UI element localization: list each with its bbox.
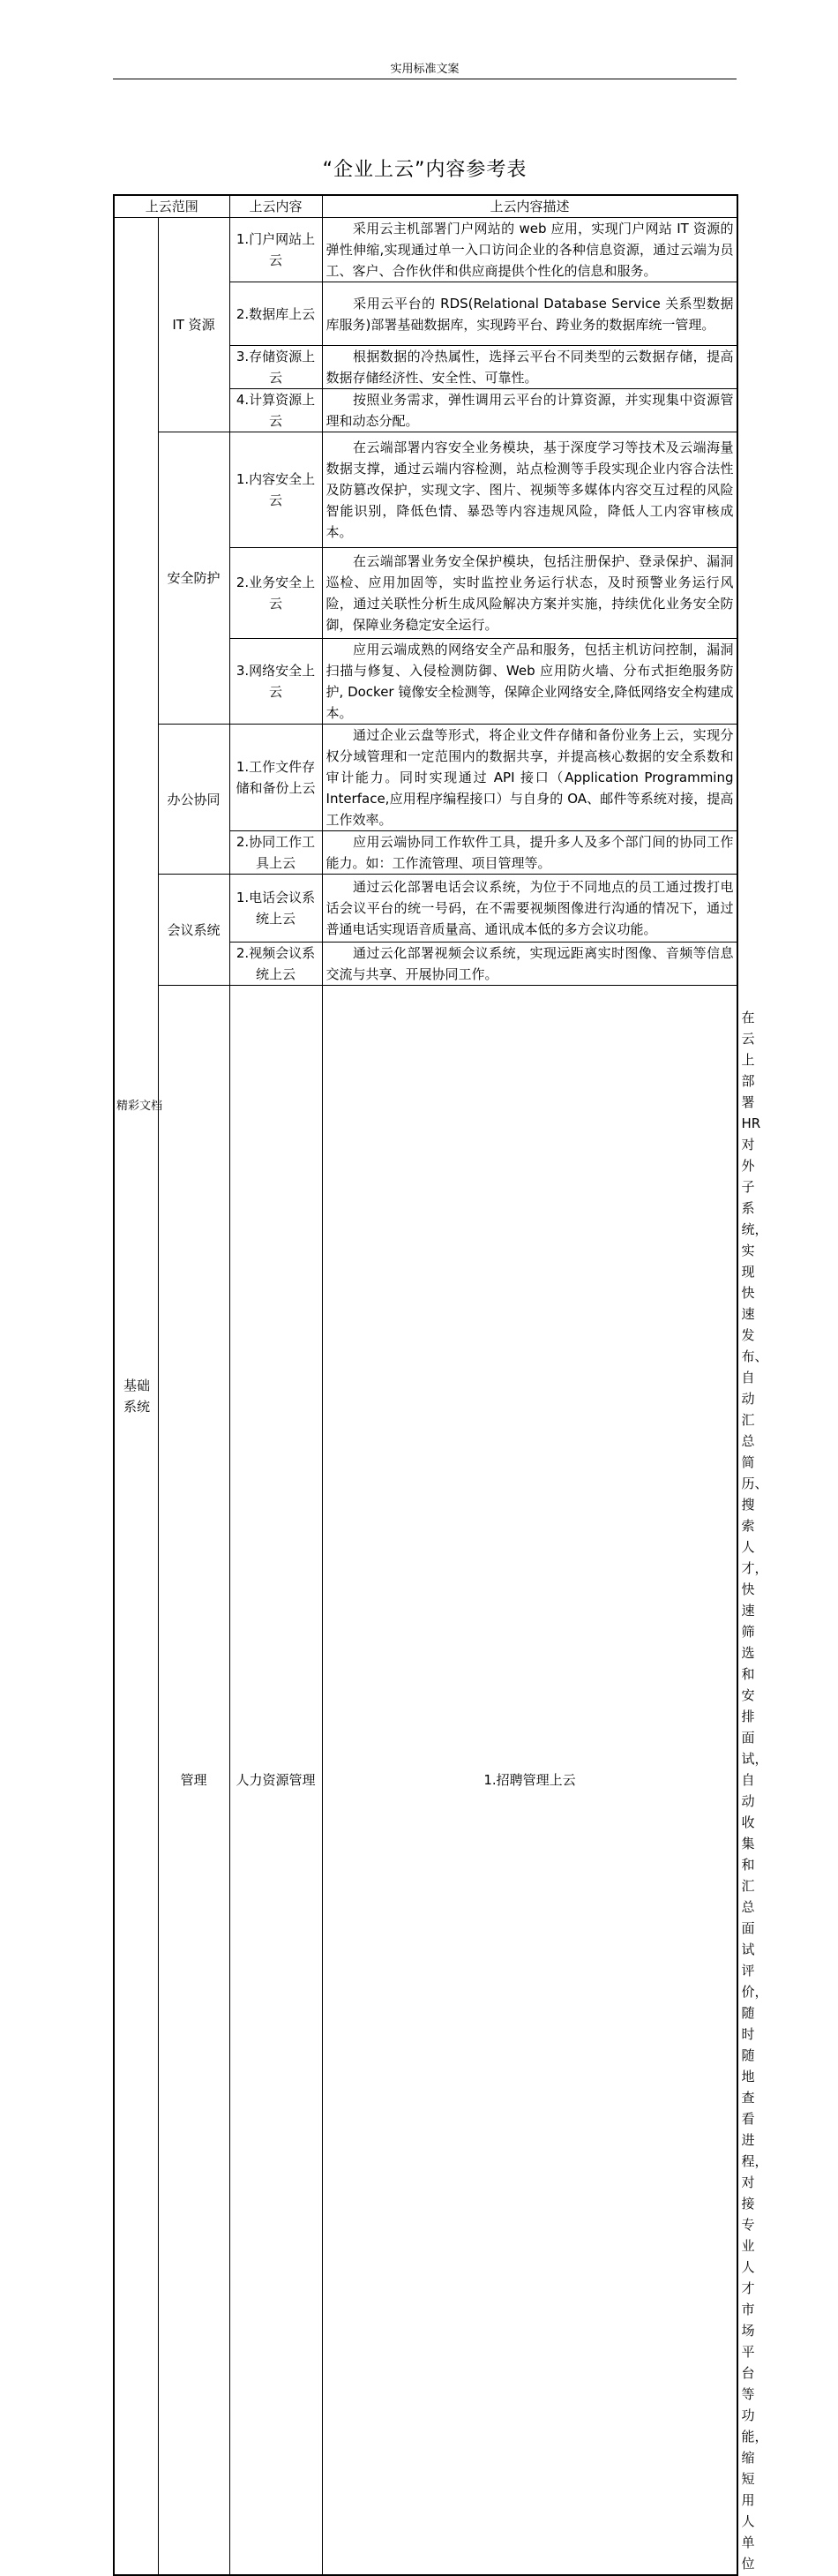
item-cell: 2.业务安全上云 bbox=[229, 548, 322, 639]
description-cell bbox=[322, 639, 737, 725]
description-cell bbox=[322, 282, 737, 346]
page-footer: 精彩文档 bbox=[116, 1100, 163, 1113]
cloud-reference-table bbox=[113, 194, 768, 2576]
description-cell bbox=[322, 875, 737, 943]
description-text: 通过企业云盘等形式，将企业文件存储和备份业务上云，实现分权分域管理和一定范围内的数据共享，并提高核心数据的安全系数和审计能力。同时实现通过 API 接口（Application Programming Interface,应用程序编程接口）与自身的 OA、邮件等系统对接，提高工作效率。 bbox=[325, 727, 734, 828]
description-text: 应用云端协同工作软件工具，提升多人及多个部门间的协同工作能力。如：工作流管理、项目管理等。 bbox=[325, 834, 734, 871]
item-cell: 2.数据库上云 bbox=[229, 282, 322, 346]
table-header-row bbox=[114, 195, 737, 218]
description-cell bbox=[322, 725, 737, 831]
description-text: 在云上部署 HR 对外子系统，实现快速发布、自动汇总简历、搜索人才，快速筛选和安排面试，自动收集和汇总面试评价，随时随地查看进程，对接专业人才市场平台等功能，缩短用人单位 bbox=[741, 1010, 768, 2572]
description-cell bbox=[322, 432, 737, 548]
category-cell: 安全防护 bbox=[158, 432, 229, 725]
page-header: 实用标准文案 bbox=[113, 62, 737, 79]
table-row bbox=[114, 218, 737, 282]
category-cell: IT 资源 bbox=[158, 218, 229, 432]
description-text: 在云端部署业务安全保护模块，包括注册保护、登录保护、漏洞巡检、应用加固等，实时监控业务运行状态，及时预警业务运行风险，通过关联性分析生成风险解决方案并实施，持续优化业务安全防御，保障业务稳定安全运行。 bbox=[325, 553, 734, 633]
item-cell: 2.视频会议系统上云 bbox=[229, 943, 322, 986]
scope-cell bbox=[114, 218, 158, 2576]
description-text: 通过云化部署视频会议系统，实现远距离实时图像、音频等信息交流与共享、开展协同工作。 bbox=[325, 945, 734, 982]
item-cell: 1.招聘管理上云 bbox=[322, 986, 737, 2576]
category-cell: 会议系统 bbox=[158, 875, 229, 986]
description-text: 根据数据的冷热属性，选择云平台不同类型的云数据存储，提高数据存储经济性、安全性、可靠性。 bbox=[325, 349, 734, 386]
item-cell: 1.工作文件存储和备份上云 bbox=[229, 725, 322, 831]
table-row bbox=[114, 725, 737, 831]
description-text: 采用云平台的 RDS(Relational Database Service 关系型数据库服务)部署基础数据库，实现跨平台、跨业务的数据库统一管理。 bbox=[325, 295, 734, 333]
item-cell: 1.门户网站上云 bbox=[229, 218, 322, 282]
table-row bbox=[114, 986, 737, 2576]
description-cell bbox=[322, 389, 737, 432]
item-cell: 1.电话会议系统上云 bbox=[229, 875, 322, 943]
scope-label: 基础系统 bbox=[123, 1378, 150, 1415]
header-content: 上云内容 bbox=[229, 195, 322, 218]
document-title: “企业上云”内容参考表 bbox=[322, 159, 527, 181]
scope-cell: 管理 bbox=[158, 986, 229, 2576]
description-cell bbox=[322, 831, 737, 875]
category-cell: 人力资源管理 bbox=[229, 986, 322, 2576]
description-cell bbox=[322, 548, 737, 639]
description-text: 应用云端成熟的网络安全产品和服务，包括主机访问控制，漏洞扫描与修复、入侵检测防御、Web 应用防火墙、分布式拒绝服务防护, Docker 镜像安全检测等，保障企业网络安全,降低网络安全构建成本。 bbox=[325, 642, 734, 721]
description-cell bbox=[322, 218, 737, 282]
description-text: 通过云化部署电话会议系统，为位于不同地点的员工通过拨打电话会议平台的统一号码，在不需要视频图像进行沟通的情况下，通过普通电话实现语音质量高、通讯成本低的多方会议功能。 bbox=[325, 879, 734, 937]
item-cell: 3.网络安全上云 bbox=[229, 639, 322, 725]
description-text: 采用云主机部署门户网站的 web 应用，实现门户网站 IT 资源的弹性伸缩,实现通过单一入口访问企业的各种信息资源，通过云端为员工、客户、合作伙伴和供应商提供个性化的信息和服务。 bbox=[325, 221, 734, 279]
item-cell: 1.内容安全上云 bbox=[229, 432, 322, 548]
category-cell: 办公协同 bbox=[158, 725, 229, 875]
header-description: 上云内容描述 bbox=[322, 195, 737, 218]
description-cell bbox=[322, 346, 737, 389]
table-row bbox=[114, 875, 737, 943]
description-cell bbox=[322, 943, 737, 986]
item-cell: 4.计算资源上云 bbox=[229, 389, 322, 432]
table-row bbox=[114, 432, 737, 548]
item-cell: 2.协同工作工具上云 bbox=[229, 831, 322, 875]
item-cell: 3.存储资源上云 bbox=[229, 346, 322, 389]
header-scope: 上云范围 bbox=[114, 195, 229, 218]
description-text: 按照业务需求，弹性调用云平台的计算资源，并实现集中资源管理和动态分配。 bbox=[325, 392, 734, 429]
description-text: 在云端部署内容安全业务模块，基于深度学习等技术及云端海量数据支撑，通过云端内容检测，站点检测等手段实现企业内容合法性及防篡改保护，实现文字、图片、视频等多媒体内容交互过程的风险智能识别，降低色情、暴恐等内容违规风险，降低人工内容审核成本。 bbox=[325, 439, 734, 540]
